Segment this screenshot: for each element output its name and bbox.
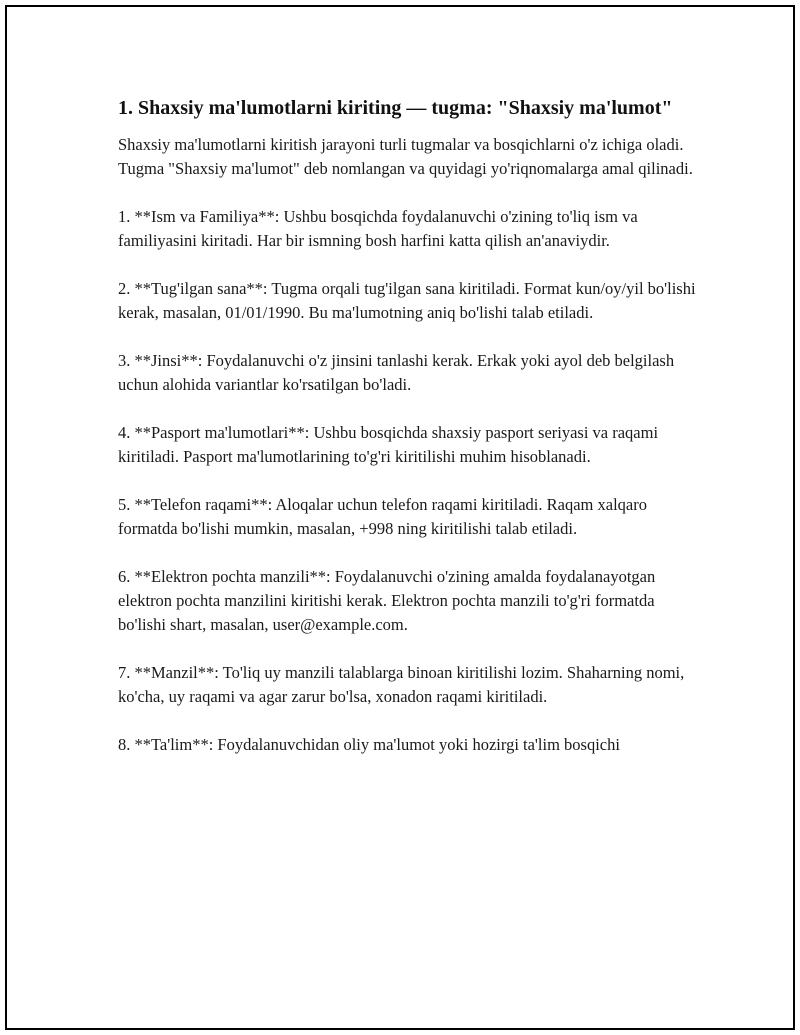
- document-body: [118, 95, 698, 781]
- list-item-email: 6. **Elektron pochta manzili**: Foydalanuvchi o'zining amalda foydalanayotgan elektron pochta manzilini kiritishi kerak. Elektron pochta manzili to'g'ri formatda bo'lishi shart, masalan, user@example.com.: [118, 567, 656, 634]
- list-item-phone: 5. **Telefon raqami**: Aloqalar uchun telefon raqami kiritiladi. Raqam xalqaro formatda bo'lishi mumkin, masalan, +998 ning kiritilishi talab etiladi.: [118, 495, 647, 538]
- document-title: 1. Shaxsiy ma'lumotlarni kiriting — tugma: "Shaxsiy ma'lumot": [118, 97, 673, 119]
- list-item-gender: 3. **Jinsi**: Foydalanuvchi o'z jinsini tanlashi kerak. Erkak yoki ayol deb belgilash uchun alohida variantlar ko'rsatilgan bo'ladi.: [118, 351, 675, 394]
- list-item-birthdate: 2. **Tug'ilgan sana**: Tugma orqali tug'ilgan sana kiritiladi. Format kun/oy/yil bo'lishi kerak, masalan, 01/01/1990. Bu ma'lumotning aniq bo'lishi talab etiladi.: [118, 279, 696, 322]
- list-item-education: 8. **Ta'lim**: Foydalanuvchidan oliy ma'lumot yoki hozirgi ta'lim bosqichi: [118, 735, 620, 754]
- page-frame: [5, 5, 795, 1030]
- list-item-address: 7. **Manzil**: To'liq uy manzili talablarga binoan kiritilishi lozim. Shaharning nomi, ko'cha, uy raqami va agar zarur bo'lsa, xonadon raqami kiritiladi.: [118, 663, 685, 706]
- list-item-passport: 4. **Pasport ma'lumotlari**: Ushbu bosqichda shaxsiy pasport seriyasi va raqami kiritiladi. Pasport ma'lumotlarining to'g'ri kiritilishi muhim hisoblanadi.: [118, 423, 659, 466]
- list-item-name: 1. **Ism va Familiya**: Ushbu bosqichda foydalanuvchi o'zining to'liq ism va familiyasini kiritadi. Har bir ismning bosh harfini katta qilish an'anaviydir.: [118, 207, 638, 250]
- intro-paragraph: Shaxsiy ma'lumotlarni kiritish jarayoni turli tugmalar va bosqichlarni o'z ichiga oladi. Tugma "Shaxsiy ma'lumot" deb nomlangan va quyidagi yo'riqnomalarga amal qilinadi.: [118, 135, 693, 178]
